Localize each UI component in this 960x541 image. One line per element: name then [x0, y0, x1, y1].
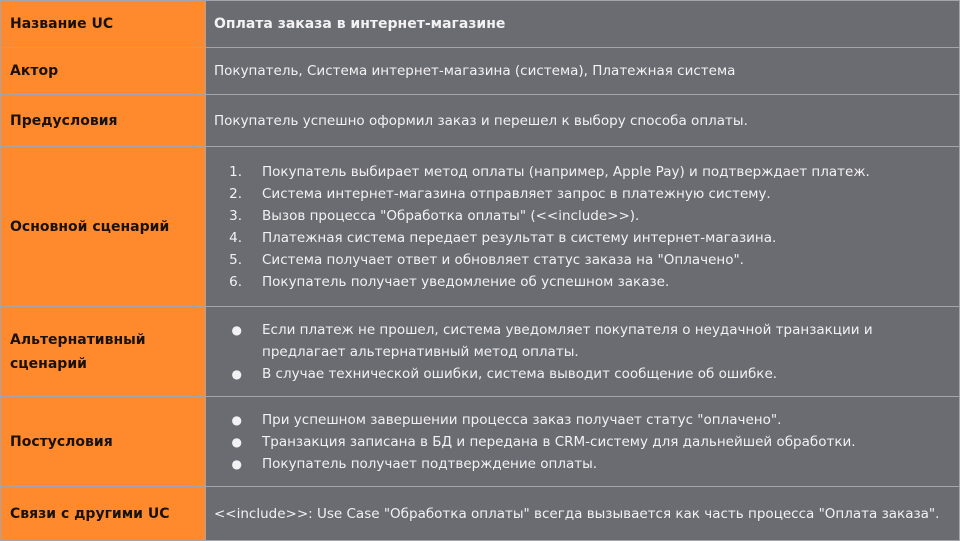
relations-label: Связи с другими UC: [1, 487, 206, 541]
bullet-icon: ●: [231, 434, 242, 449]
postconditions-label: Постусловия: [1, 397, 206, 487]
step-number: 3.: [229, 207, 242, 224]
step-text: Вызов процесса "Обработка оплаты" (<<include>>).: [262, 207, 640, 224]
list-item: [214, 249, 953, 271]
list-item: [214, 161, 953, 183]
item-text: В случае технической ошибки, система выводит сообщение об ошибке.: [262, 365, 778, 382]
list-item: [214, 227, 953, 249]
row-postconditions: [1, 397, 960, 487]
alternative-label: Альтернативный сценарий: [1, 307, 206, 397]
preconditions-value: Покупатель успешно оформил заказ и перешел к выбору способа оплаты.: [206, 95, 960, 147]
item-text: Транзакция записана в БД и передана в CRM-систему для дальнейшей обработки.: [262, 433, 856, 450]
bullet-icon: ●: [231, 456, 242, 471]
bullet-icon: ●: [231, 412, 242, 427]
step-number: 1.: [229, 163, 242, 180]
item-text: Если платеж не прошел, система уведомляет покупателя о неудачной транзакции и предлагает альтернативный метод оплаты.: [262, 321, 873, 360]
bullet-icon: ●: [231, 322, 242, 337]
row-main-scenario: [1, 147, 960, 307]
preconditions-label: Предусловия: [1, 95, 206, 147]
main-scenario-value: [206, 147, 960, 307]
row-uc-name: [1, 1, 960, 48]
main-scenario-steps: [214, 161, 953, 293]
step-number: 2.: [229, 185, 242, 202]
main-scenario-label: Основной сценарий: [1, 147, 206, 307]
step-text: Платежная система передает результат в систему интернет-магазина.: [262, 229, 777, 246]
list-item: [214, 409, 953, 431]
relations-value: <<include>>: Use Case "Обработка оплаты" всегда вызывается как часть процесса "Оплата заказа".: [206, 487, 960, 541]
postconditions-items: [214, 409, 953, 475]
list-item: [214, 363, 953, 385]
step-text: Система получает ответ и обновляет статус заказа на "Оплачено".: [262, 251, 744, 268]
step-number: 5.: [229, 251, 242, 268]
list-item: [214, 453, 953, 475]
actor-value: Покупатель, Система интернет-магазина (система), Платежная система: [206, 48, 960, 95]
item-text: При успешном завершении процесса заказ получает статус "оплачено".: [262, 411, 782, 428]
list-item: [214, 205, 953, 227]
step-text: Покупатель выбирает метод оплаты (например, Apple Pay) и подтверждает платеж.: [262, 163, 870, 180]
uc-name-label: Название UC: [1, 1, 206, 48]
step-text: Покупатель получает уведомление об успешном заказе.: [262, 273, 670, 290]
step-text: Система интернет-магазина отправляет запрос в платежную систему.: [262, 185, 771, 202]
item-text: Покупатель получает подтверждение оплаты.: [262, 455, 598, 472]
row-relations: [1, 487, 960, 541]
row-actor: [1, 48, 960, 95]
alternative-value: [206, 307, 960, 397]
list-item: [214, 431, 953, 453]
alternative-items: [214, 319, 953, 385]
actor-label: Актор: [1, 48, 206, 95]
row-preconditions: [1, 95, 960, 147]
uc-name-value: Оплата заказа в интернет-магазине: [206, 1, 960, 48]
row-alternative: [1, 307, 960, 397]
list-item: [214, 183, 953, 205]
list-item: [214, 271, 953, 293]
list-item: [214, 319, 953, 363]
bullet-icon: ●: [231, 366, 242, 381]
step-number: 4.: [229, 229, 242, 246]
step-number: 6.: [229, 273, 242, 290]
postconditions-value: [206, 397, 960, 487]
